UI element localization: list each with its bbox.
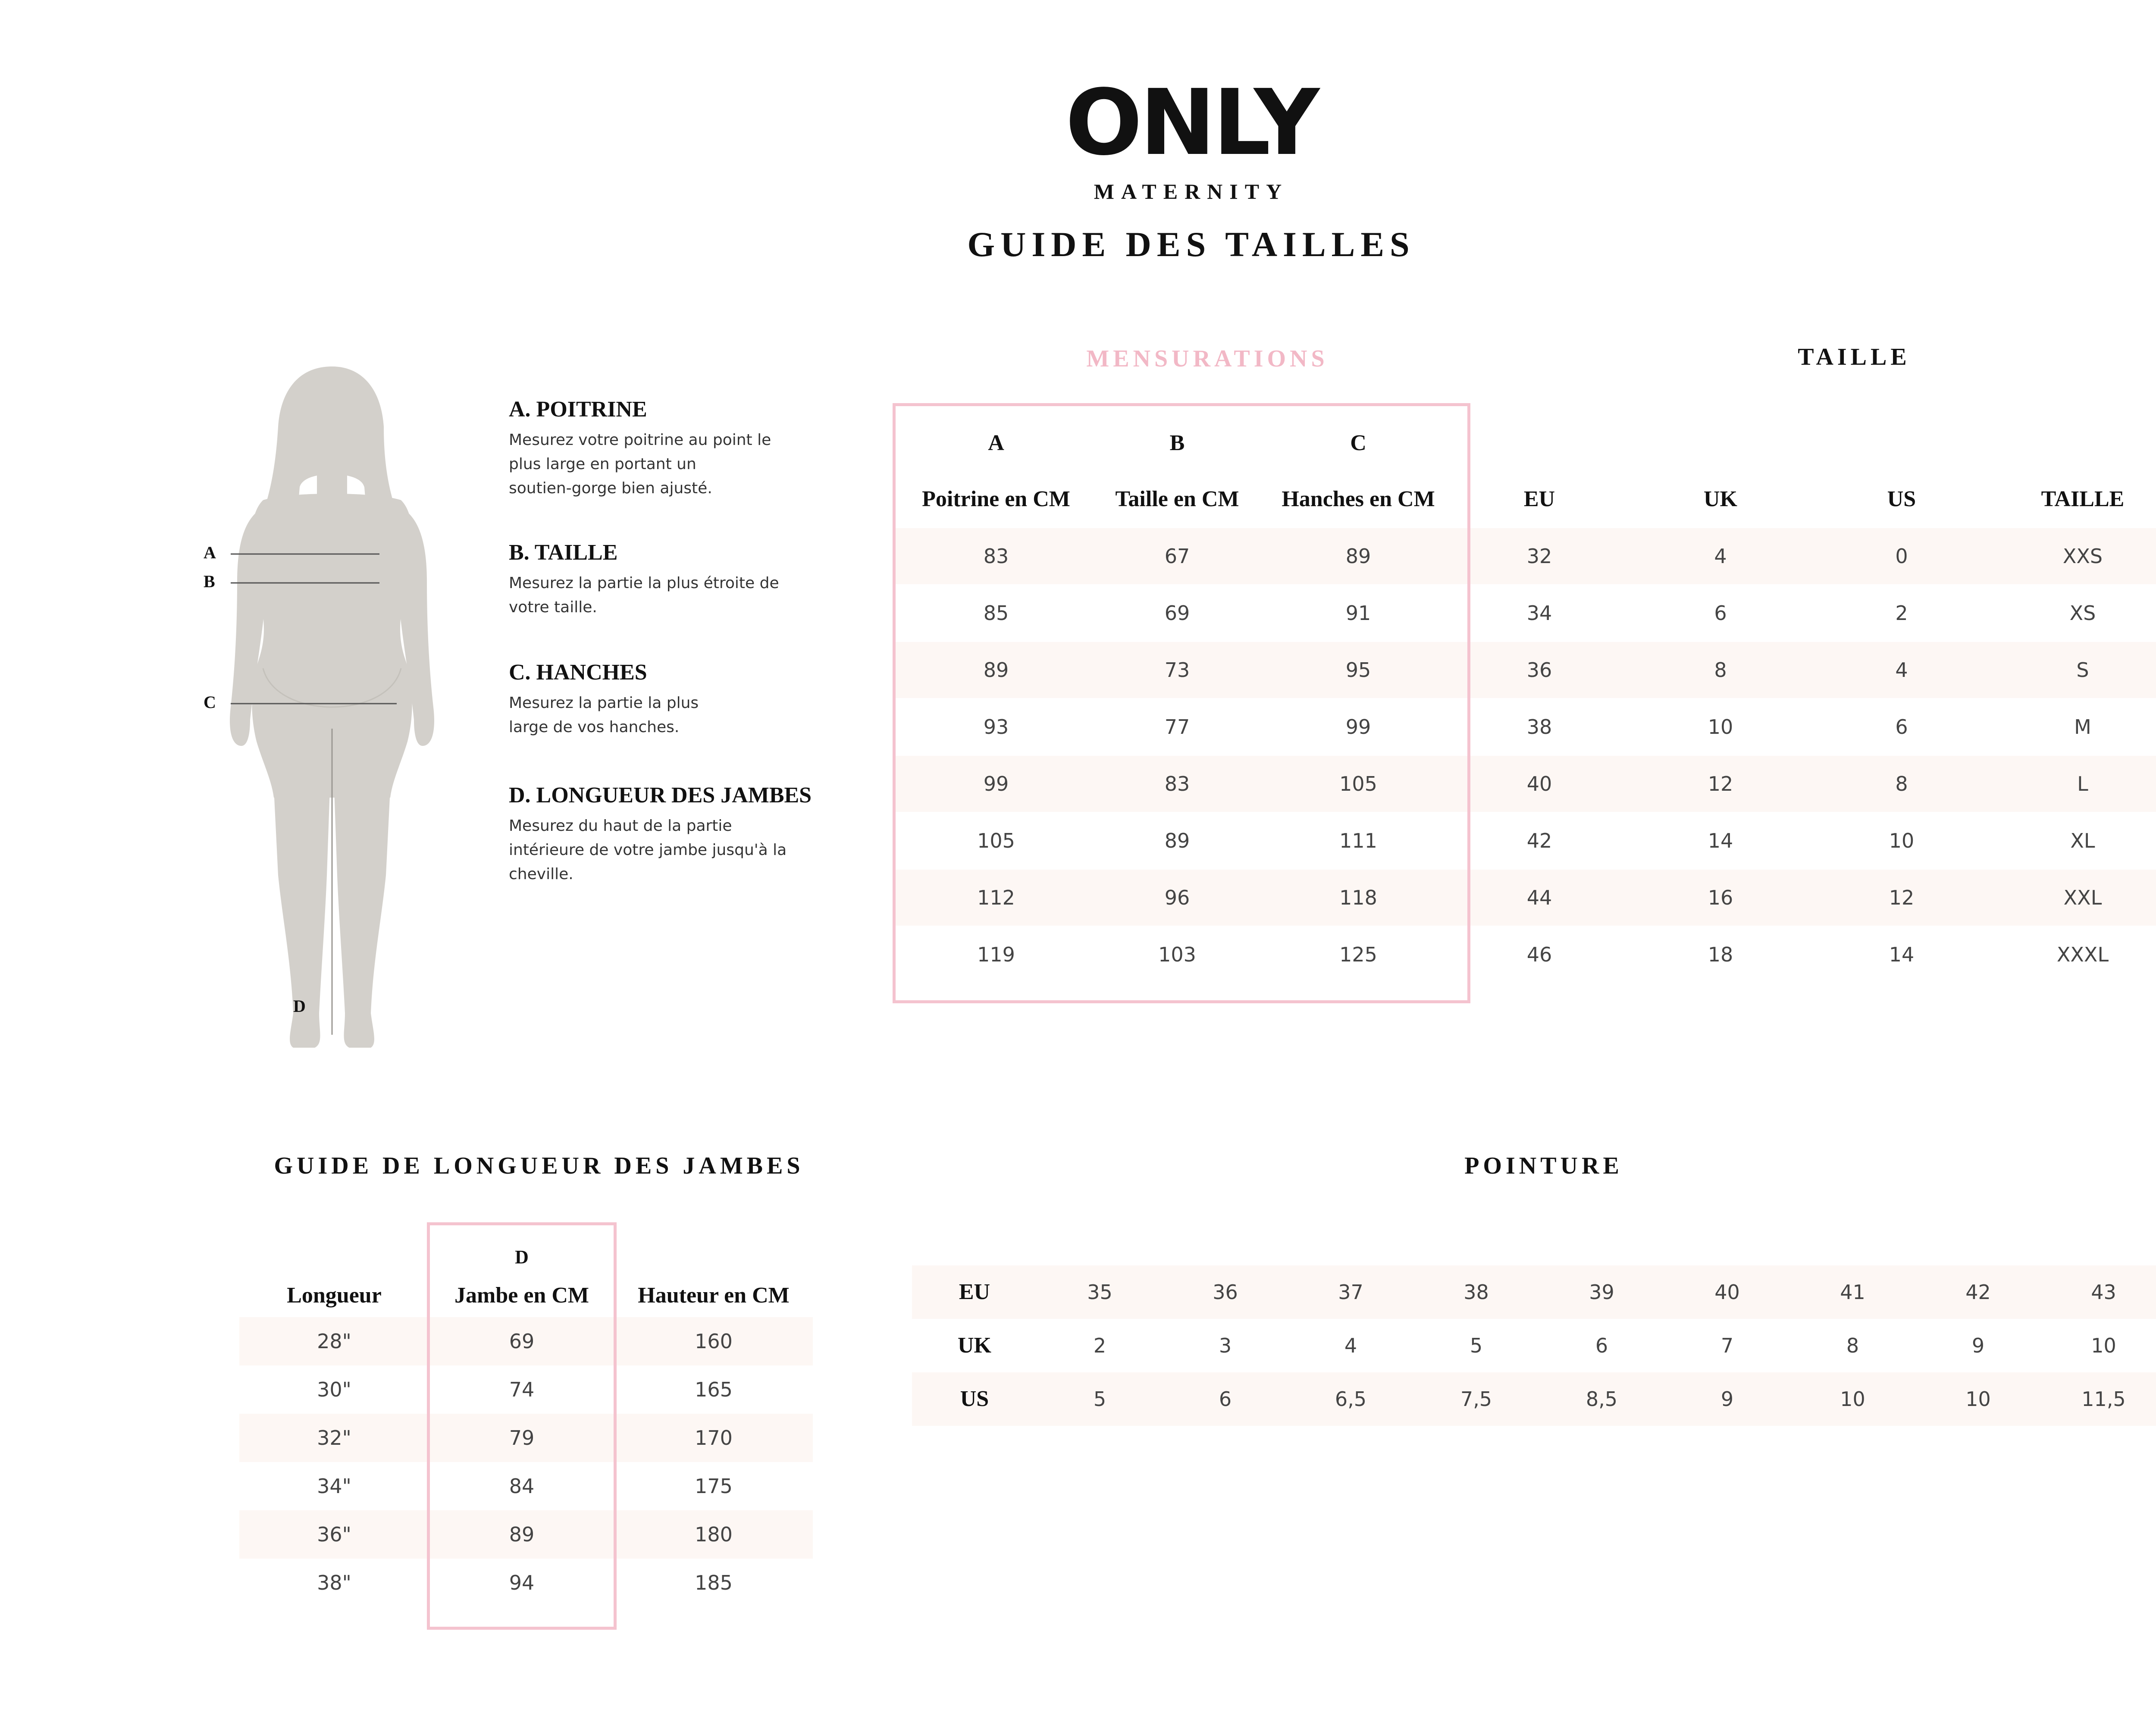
size-table-cell: 32 xyxy=(1526,545,1552,568)
leg-table-cell: 165 xyxy=(695,1378,733,1401)
shoe-table-cell: 9 xyxy=(1971,1334,1985,1357)
pointure-title: POINTURE xyxy=(1464,1152,1623,1179)
size-table-cell: 6 xyxy=(1895,715,1908,739)
leg-table-cell: 94 xyxy=(509,1571,535,1594)
figure-label-d: D xyxy=(293,996,306,1016)
size-table-cell: 119 xyxy=(977,943,1015,966)
shoe-table-cell: 8 xyxy=(1846,1334,1859,1357)
size-table-cell: 105 xyxy=(1339,772,1377,795)
instruction-title: B. TAILLE xyxy=(509,540,618,565)
size-table-cell: 8 xyxy=(1895,772,1908,795)
header-hanches: Hanches en CM xyxy=(1282,487,1435,511)
header-taille-cm: Taille en CM xyxy=(1115,487,1239,511)
size-table-cell: 4 xyxy=(1714,545,1727,568)
header-longueur: Longueur xyxy=(287,1283,382,1308)
size-table-cell: 89 xyxy=(983,658,1009,682)
instruction-title: C. HANCHES xyxy=(509,660,647,685)
column-letter-b: B xyxy=(1169,431,1185,455)
size-table-cell: 46 xyxy=(1526,943,1552,966)
size-table-cell: 4 xyxy=(1895,658,1908,682)
instruction-text: Mesurez votre poitrine au point le plus large en portant un soutien-gorge bien ajusté. xyxy=(509,431,771,497)
taille-title: TAILLE xyxy=(1798,344,1911,370)
instruction-taille xyxy=(509,540,862,620)
leg-table-cell: 84 xyxy=(509,1475,535,1498)
mensurations-title: MENSURATIONS xyxy=(1086,345,1329,372)
size-table-cell: 89 xyxy=(1345,545,1371,568)
size-table-cell: 0 xyxy=(1895,545,1908,568)
header-poitrine: Poitrine en CM xyxy=(922,487,1070,511)
shoe-table-cell: 5 xyxy=(1470,1334,1483,1357)
header-taille: TAILLE xyxy=(2041,487,2125,511)
column-letter-a: A xyxy=(988,431,1004,455)
size-table-cell: XL xyxy=(2070,829,2095,852)
size-table-cell: 111 xyxy=(1339,829,1377,852)
size-table-cell: 44 xyxy=(1526,886,1552,909)
mensurations-highlight-box xyxy=(893,403,1470,1003)
size-table-cell: 36 xyxy=(1526,658,1552,682)
instruction-title: A. POITRINE xyxy=(509,397,647,422)
size-table-cell: 16 xyxy=(1708,886,1733,909)
size-table-cell: 83 xyxy=(983,545,1009,568)
shoe-table-cell: 41 xyxy=(1840,1281,1865,1304)
shoe-table-cell: 7 xyxy=(1720,1334,1734,1357)
size-table-cell: 99 xyxy=(1345,715,1371,739)
size-table-cell: XXXL xyxy=(2056,943,2109,966)
shoe-table-cell: 38 xyxy=(1463,1281,1489,1304)
size-table-cell: XS xyxy=(2069,601,2096,625)
shoe-table-cell: 6 xyxy=(1595,1334,1608,1357)
leg-table-cell: 74 xyxy=(509,1378,535,1401)
size-table-cell: 69 xyxy=(1164,601,1190,625)
size-table-cell: 112 xyxy=(977,886,1015,909)
leg-table-cell: 32" xyxy=(317,1426,351,1450)
instruction-text: Mesurez la partie la plus étroite de votre taille. xyxy=(509,574,779,616)
leg-table-cell: 69 xyxy=(509,1330,535,1353)
shoe-table-cell: 6 xyxy=(1219,1387,1232,1411)
leg-highlight-box xyxy=(427,1222,617,1630)
size-table-cell: 14 xyxy=(1889,943,1915,966)
shoe-table-cell: 7,5 xyxy=(1460,1387,1492,1411)
size-table-cell: 34 xyxy=(1526,601,1552,625)
size-table-cell: 91 xyxy=(1345,601,1371,625)
leg-table-cell: 30" xyxy=(317,1378,351,1401)
shoe-table-row xyxy=(912,1319,2156,1372)
leg-guide-title: GUIDE DE LONGUEUR DES JAMBES xyxy=(274,1152,804,1179)
shoe-table-cell: 40 xyxy=(1714,1281,1740,1304)
shoe-row-label: UK xyxy=(958,1333,991,1358)
instruction-hanches xyxy=(509,660,862,739)
size-table-cell: 18 xyxy=(1708,943,1733,966)
size-table-cell: 89 xyxy=(1164,829,1190,852)
shoe-table-row xyxy=(912,1372,2156,1426)
brand-subtitle: MATERNITY xyxy=(1094,179,1289,204)
size-table-cell: 118 xyxy=(1339,886,1377,909)
shoe-table-cell: 8,5 xyxy=(1586,1387,1618,1411)
size-table-cell: 77 xyxy=(1164,715,1190,739)
size-table-cell: 95 xyxy=(1345,658,1371,682)
shoe-row-label: EU xyxy=(959,1280,990,1304)
shoe-table-cell: 4 xyxy=(1344,1334,1357,1357)
size-table-cell: 6 xyxy=(1714,601,1727,625)
leg-table-cell: 175 xyxy=(695,1475,733,1498)
brand-logo: ONLY xyxy=(1065,70,1317,175)
size-table-cell: 2 xyxy=(1895,601,1908,625)
shoe-table-cell: 3 xyxy=(1219,1334,1232,1357)
header-us: US xyxy=(1887,487,1916,511)
header-uk: UK xyxy=(1704,487,1737,511)
leg-table-cell: 79 xyxy=(509,1426,535,1450)
size-table-cell: 38 xyxy=(1526,715,1552,739)
shoe-table-cell: 37 xyxy=(1338,1281,1363,1304)
size-table-cell: M xyxy=(2074,715,2091,739)
size-table-cell: 105 xyxy=(977,829,1015,852)
figure-label-b: B xyxy=(204,572,215,591)
leg-table-cell: 185 xyxy=(695,1571,733,1594)
shoe-table-row xyxy=(912,1265,2156,1319)
size-table-cell: 40 xyxy=(1526,772,1552,795)
instruction-text: Mesurez du haut de la partie intérieure de votre jambe jusqu'à la cheville. xyxy=(509,817,787,883)
shoe-table-cell: 9 xyxy=(1720,1387,1734,1411)
shoe-table-cell: 10 xyxy=(1965,1387,1991,1411)
size-table-cell: 42 xyxy=(1526,829,1552,852)
column-letter-c: C xyxy=(1350,431,1366,455)
leg-table-cell: 28" xyxy=(317,1330,351,1353)
size-table-cell: S xyxy=(2076,658,2089,682)
leg-table-cell: 89 xyxy=(509,1523,535,1546)
shoe-table-cell: 11,5 xyxy=(2081,1387,2126,1411)
shoe-table-cell: 39 xyxy=(1589,1281,1614,1304)
shoe-table-cell: 36 xyxy=(1213,1281,1238,1304)
size-table-cell: 10 xyxy=(1708,715,1733,739)
shoe-table-cell: 5 xyxy=(1093,1387,1106,1411)
size-table-cell: XXS xyxy=(2062,545,2103,568)
shoe-row-label: US xyxy=(960,1387,989,1411)
size-table-cell: 85 xyxy=(983,601,1009,625)
size-table-cell: 125 xyxy=(1339,943,1377,966)
size-table-cell: 67 xyxy=(1164,545,1190,568)
size-table-cell: XXL xyxy=(2063,886,2102,909)
size-table-cell: 103 xyxy=(1158,943,1196,966)
leg-table-cell: 36" xyxy=(317,1523,351,1546)
leg-table-cell: 34" xyxy=(317,1475,351,1498)
leg-letter-d: D xyxy=(515,1246,529,1268)
leg-table-cell: 38" xyxy=(317,1571,351,1594)
header-hauteur: Hauteur en CM xyxy=(638,1283,790,1308)
shoe-table-cell: 10 xyxy=(1840,1387,1865,1411)
size-table-cell: 96 xyxy=(1164,886,1190,909)
figure-label-c: C xyxy=(204,692,216,712)
shoe-table-cell: 10 xyxy=(2091,1334,2116,1357)
shoe-table-cell: 35 xyxy=(1087,1281,1112,1304)
size-table-cell: 12 xyxy=(1889,886,1915,909)
body-silhouette-icon xyxy=(190,358,466,1056)
shoe-table-cell: 42 xyxy=(1965,1281,1991,1304)
leg-table-cell: 170 xyxy=(695,1426,733,1450)
leg-table-cell: 180 xyxy=(695,1523,733,1546)
size-table-cell: 83 xyxy=(1164,772,1190,795)
size-table-cell: 12 xyxy=(1708,772,1733,795)
page-title: GUIDE DES TAILLES xyxy=(967,225,1415,264)
size-table-cell: 8 xyxy=(1714,658,1727,682)
instruction-text: Mesurez la partie la plus large de vos hanches. xyxy=(509,694,699,736)
header-eu: EU xyxy=(1523,487,1555,511)
header-jambe: Jambe en CM xyxy=(454,1283,589,1308)
shoe-table-cell: 43 xyxy=(2091,1281,2116,1304)
figure-label-a: A xyxy=(204,543,216,562)
size-table-cell: 10 xyxy=(1889,829,1915,852)
size-table-cell: L xyxy=(2077,772,2088,795)
size-table-cell: 14 xyxy=(1708,829,1733,852)
size-table-cell: 93 xyxy=(983,715,1009,739)
size-table-cell: 73 xyxy=(1164,658,1190,682)
size-table-cell: 99 xyxy=(983,772,1009,795)
leg-table-cell: 160 xyxy=(695,1330,733,1353)
instruction-poitrine xyxy=(509,397,862,501)
shoe-table-cell: 2 xyxy=(1093,1334,1106,1357)
shoe-table-cell: 6,5 xyxy=(1335,1387,1367,1411)
instruction-title: D. LONGUEUR DES JAMBES xyxy=(509,783,812,808)
instruction-longueur-jambes xyxy=(509,783,862,886)
